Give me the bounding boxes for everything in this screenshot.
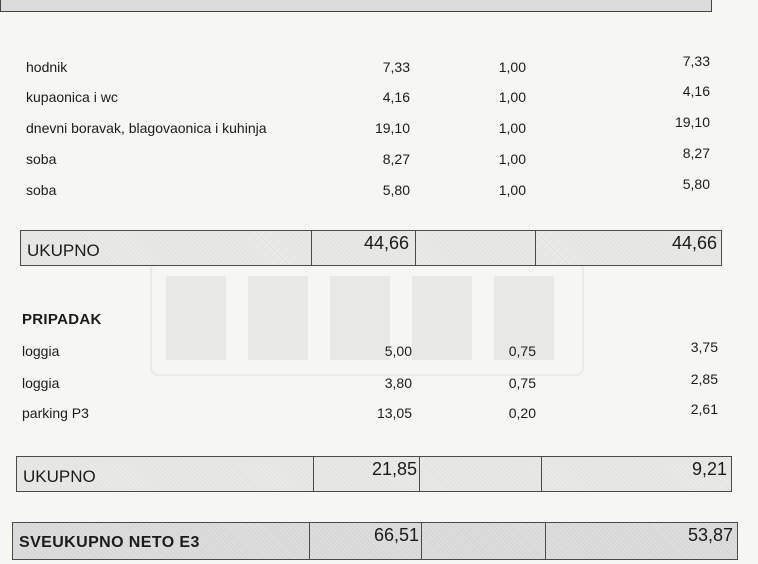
table-row: [0, 176, 758, 206]
room-coefficient: 1,00: [498, 89, 526, 105]
header-bar: [0, 0, 712, 12]
room-area: 5,00: [384, 343, 412, 359]
room-name: dnevni boravak, blagovaonica i kuhinja: [26, 120, 267, 136]
subtotal-area: 44,66: [363, 233, 409, 253]
room-coefficient: 1,00: [498, 59, 526, 75]
subtotal-net-area: 9,21: [691, 459, 727, 479]
room-name: parking P3: [22, 405, 89, 421]
room-coefficient: 1,00: [498, 182, 526, 198]
grand-total-label: SVEUKUPNO NETO E3: [19, 534, 200, 551]
room-coefficient: 1,00: [498, 151, 526, 167]
room-net-area: 19,10: [674, 114, 710, 130]
room-area: 13,05: [376, 405, 412, 421]
grand-total-area: 66,51: [373, 525, 419, 545]
room-name: kupaonica i wc: [26, 89, 118, 105]
room-coefficient: 0,20: [508, 405, 536, 421]
room-area: 19,10: [374, 120, 410, 136]
room-net-area: 7,33: [682, 53, 710, 69]
room-name: hodnik: [26, 59, 68, 75]
unit-code: [3, 0, 20, 1]
table-row: [0, 401, 758, 429]
subtotal-box: [20, 230, 722, 266]
grand-total-net-area: 53,87: [687, 525, 733, 545]
room-net-area: 8,27: [682, 145, 710, 161]
subtotal-net-area: 44,66: [671, 233, 717, 253]
room-net-area: 3,75: [690, 339, 718, 355]
room-area: 3,80: [384, 375, 412, 391]
table-row: [0, 339, 758, 367]
room-coefficient: 0,75: [508, 343, 536, 359]
subtotal-box: [16, 456, 732, 492]
room-name: soba: [26, 151, 57, 167]
room-net-area: 4,16: [682, 83, 710, 99]
room-net-area: 2,85: [690, 371, 718, 387]
room-net-area: 2,61: [690, 401, 718, 417]
room-coefficient: 0,75: [508, 375, 536, 391]
table-row: [0, 53, 758, 83]
room-area: 7,33: [382, 59, 410, 75]
room-area: 8,27: [382, 151, 410, 167]
subtotal-area: 21,85: [371, 459, 417, 479]
table-row: [0, 371, 758, 399]
room-name: loggia: [22, 343, 60, 359]
subtotal-label: UKUPNO: [27, 241, 100, 260]
room-coefficient: 1,00: [498, 120, 526, 136]
grand-total-box: [12, 522, 738, 560]
room-name: soba: [26, 182, 57, 198]
room-area: 5,80: [382, 182, 410, 198]
room-name: loggia: [22, 375, 60, 391]
table-row: [0, 145, 758, 175]
room-area: 4,16: [382, 89, 410, 105]
table-row: [0, 83, 758, 113]
room-net-area: 5,80: [682, 176, 710, 192]
table-row: [0, 114, 758, 144]
subtotal-label: UKUPNO: [23, 467, 96, 486]
section-heading: PRIPADAK: [22, 311, 102, 328]
